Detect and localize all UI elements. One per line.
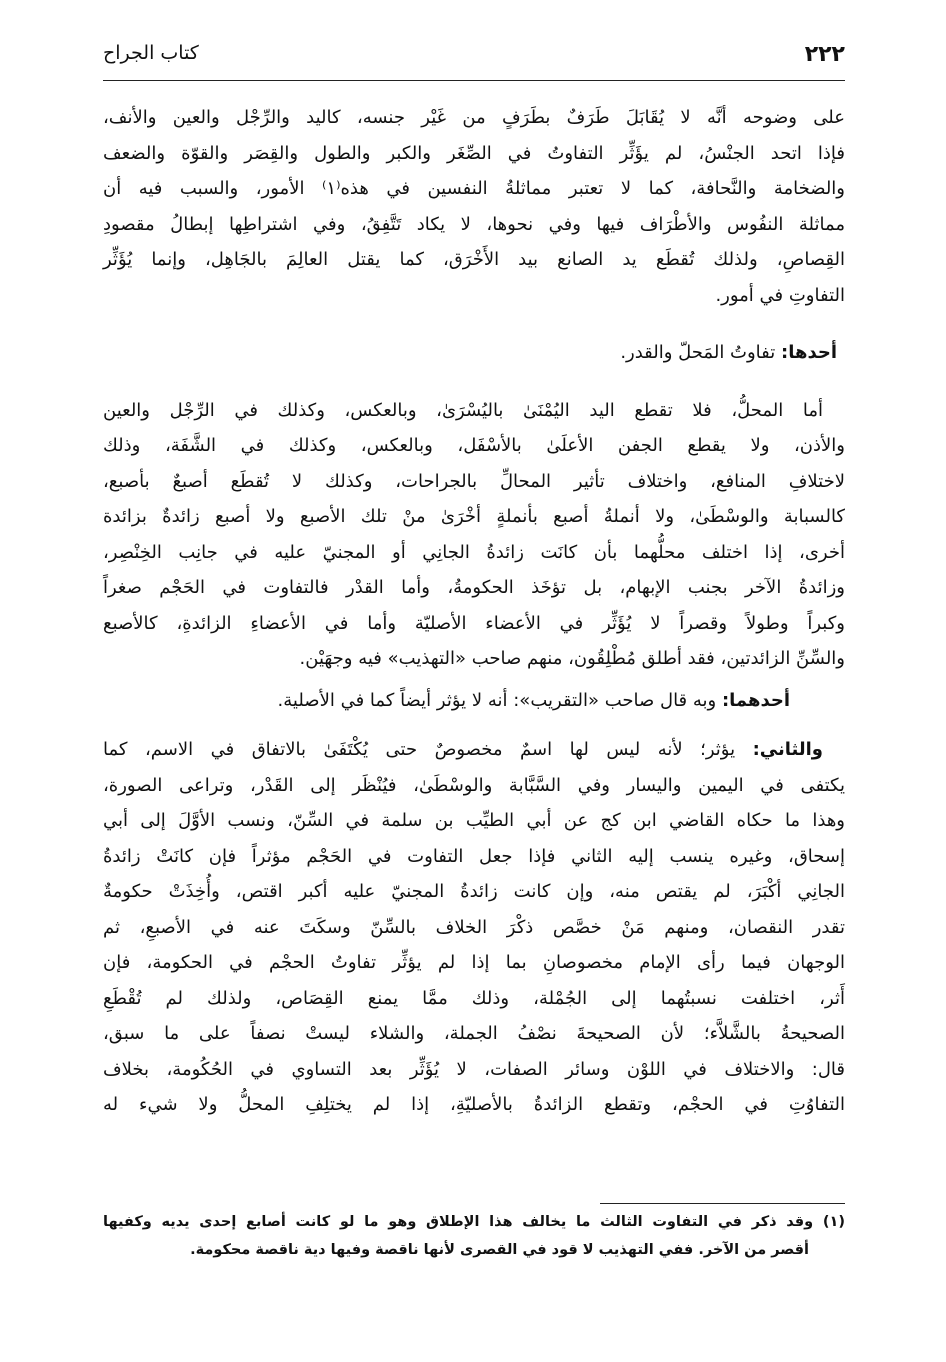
- book-title: كتاب الجراح: [103, 42, 199, 64]
- text-line: التفاوتِ في أمور.: [715, 284, 845, 306]
- running-header: [103, 40, 845, 76]
- text-line: لاختلافِ المنافع، واختلاف تأثير المحالِّ بالجراحات، وكذلك لا تُقطَع أصبعٌ بأصبع،: [103, 470, 845, 492]
- text-line: أخرى، إذا اختلف محلُّهما بأن كانَت زائدةُ الجانِي أو المجنيّ عليه في جانِب الخِنْصِر،: [103, 541, 845, 563]
- text-line: والضخامة والنَّحافة، كما لا تعتبر مماثلةُ النفسين في هذه⁽١⁾ الأمور، والسبب فيه أن: [103, 178, 846, 199]
- text-line: أَثر، اختلفت نسبتُهما إلى الجُمْلة، وذلك ممَّا يمنع القِصَاص، ولذلك لم تُقْطَعِ: [103, 987, 845, 1009]
- footnote-marker: (١): [822, 1214, 845, 1230]
- main-text: [103, 100, 845, 1123]
- heading-second: [103, 683, 845, 719]
- text-line: مماثلة النفُوس والأطْرَاف فيها وفي نحوها، لا يكاد تَتَّفِقُ، وفي اشتراطِها إبطالُ مقصودِ: [103, 213, 845, 235]
- footnote-line: [103, 1208, 845, 1236]
- text-line: إسحاق، وغيره ينسب إليه الثاني فإذا جعل التفاوت في الحَجْم مؤثراً فإن كانَتْ زائدةُ: [103, 845, 845, 867]
- text-line-content: يؤثر؛ لأنه ليس لها اسمٌ مخصوصٌ حتى يُكْتَفَىٰ بالاتفاق في الاسم، كما: [103, 739, 753, 760]
- text-line: يكتفى في اليمين واليسار وفي السَّبَّابة والوسْطَىٰ، فيُنْظَر إلى القَدْر، وتراعى الصورة،: [103, 774, 845, 796]
- text-line: الوجهان فيما رأى الإمام مخصوصانِ بما إذا لم يؤثِّر تفاوتُ الحجْم في الحكومة، فإن: [103, 952, 845, 973]
- page-number: ٢٢٢: [804, 42, 845, 67]
- text-line: قال: والاختلاف في اللوْن وسائر الصفات، لا يُؤَثِّر بعد التساوي في الحُكُومة، بخلاف: [103, 1058, 845, 1080]
- text-line: الجانِي أكْبَرَ، لم يقتص منه، وإن كانت زائدةُ المجنيّ عليه أكبر اقتص، وأُخِذَتْ حكومةٌ: [103, 881, 845, 902]
- heading-text: وبه قال صاحب «التقريب»: أنه لا يؤثر أيضاً كما في الأصلية.: [277, 689, 722, 711]
- paragraph-2: [103, 393, 845, 677]
- heading-text: تفاوتُ المَحلّ والقدر.: [620, 342, 782, 363]
- text-line: كالسبابة والوسْطَىٰ، ولا أنملةُ أصبع بأنملةٍ أخْرَىٰ منْ تلك الأصبع ولا أصبع زائدةٌ بزائدة: [103, 506, 845, 527]
- footnote: [103, 1208, 845, 1264]
- text-line: وكبراً وطولاً وقصراً لا يُؤَثِّر في الأعضاء الأصليّة وأما في الأعضاءِ الزائدةِ، كالأصبع: [103, 612, 845, 634]
- text-line: فإذا اتحد الجنْسُ، لم يؤَثِّر التفاوتُ في الصِّغَر والكبر والطول والقِصَر والقوّة والضعف: [103, 142, 845, 164]
- text-line: [103, 732, 845, 768]
- text-line: والأذن، ولا يقطع الجفن الأعلَىٰ بالأسْفَل، وبالعكس، وكذلك في الشَّفَة، وذلك: [103, 435, 845, 456]
- text-line: وزائدةُ الآخر بجنب الإبهام، بل تؤخَذ الحكومةُ، وأما القدْر فالتفاوت في الحَجْم صغراً: [103, 577, 845, 598]
- text-line: أما المحلُّ، فلا تقطع اليد اليُمْنَىٰ باليُسْرَىٰ، وبالعكس، وكذلك في الرِّجْل والعين: [103, 399, 823, 421]
- heading-label: أحدهما:: [721, 689, 790, 711]
- paragraph-1: [103, 100, 845, 313]
- heading-first: [103, 335, 845, 371]
- text-line: والسِّنِّ الزائدتين، فقد أطلق مُطْلِقُون، منهم صاحب «التهذيب» فيه وجهَيْن.: [299, 648, 845, 669]
- footnote-text: وقد ذكر في التفاوت الثالث ما يخالف هذا الإطلاق وهو ما لو كانت أصابع إحدى يديه وكفيها: [103, 1214, 823, 1230]
- heading-label: أحدها:: [781, 342, 837, 363]
- paragraph-label: والثاني:: [752, 739, 823, 760]
- text-line: القِصاصِ، ولذلك تُقطَع يد الصانع بيد الأَخْرَق، كما يقتل العالِمَ بالجَاهِل، وإنما يُؤَثِّر: [103, 249, 845, 270]
- footnote-rule: [600, 1203, 845, 1204]
- text-line: التفاوُتِ في الحجْم، وتقطع الزائدةُ بالأصليّةِ، إذا لم يختلِفِ المحلُّ ولا شيء له: [103, 1094, 845, 1115]
- text-line: على وضوحه أنَّه لا يُقَابَلَ طَرَفٌ بطَرَفٍ من غَيْر جنسه، كاليد والرِّجْل والعين والأنف،: [103, 107, 845, 128]
- text-line: وهذا ما حكاه القاضي ابن كج عن أبي الطيِّب بن سلمة في السِّنّ، ونسب الأوَّلَ إلى أبي: [103, 810, 845, 831]
- paragraph-3: [103, 732, 845, 1123]
- text-line: تقدر النقصان، ومنهم مَنْ خصَّص ذكْرَ الخلاف بالسِّنّ وسكَتَ عنه في الأصبعِ، ثم: [103, 916, 845, 938]
- text-line: الصحيحةُ بالشَّلاَّء؛ لأن الصحيحةَ نصْفُ الجملة، والشلاء ليستْ نصفاً على ما سبق،: [103, 1023, 845, 1044]
- header-rule: [103, 80, 845, 81]
- footnote-line: أقصر من الآخر. ففي التهذيب لا قود في القصرى لأنها ناقصة وفيها دية ناقصة محكومة.: [190, 1242, 809, 1258]
